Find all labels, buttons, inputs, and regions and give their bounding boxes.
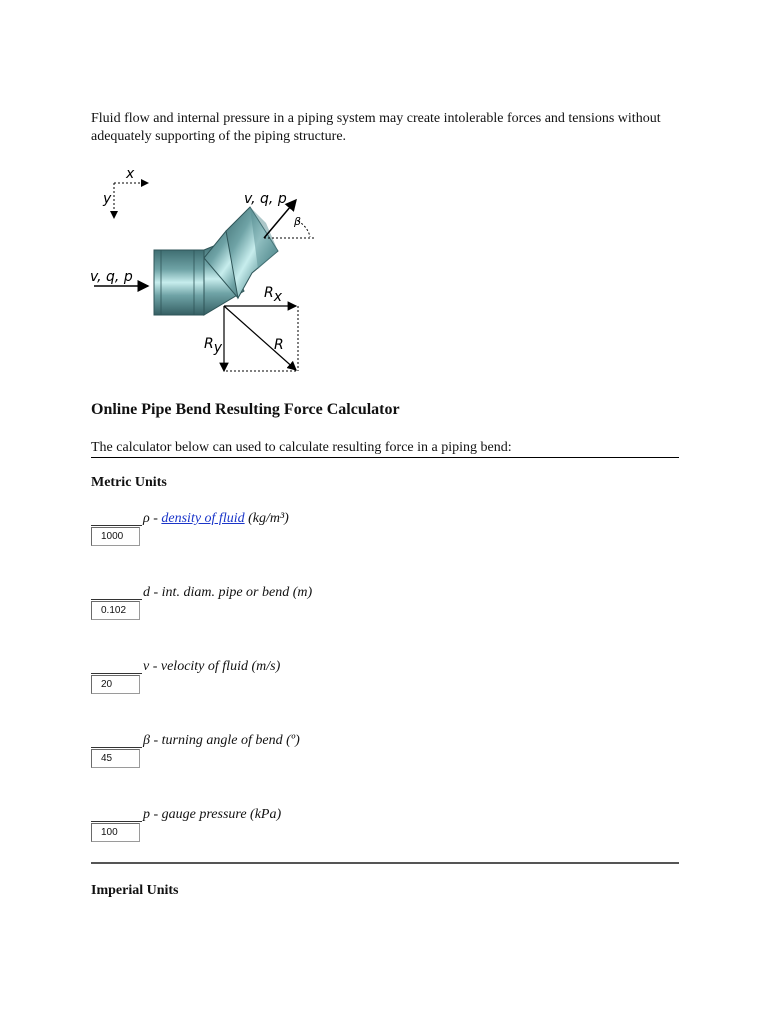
field-underline [91,673,142,674]
axis-y-label: y [103,191,112,207]
inflow-label: v, q, p [90,269,133,285]
angle-input[interactable] [91,749,140,768]
intro-paragraph: Fluid flow and internal pressure in a piping system may create intolerable forces and tensions without adequately supporting of the piping structure. [91,111,661,144]
diameter-field [91,585,691,618]
pressure-input[interactable] [91,823,140,842]
rx-label: Rx [264,285,283,305]
field-underline [91,821,142,822]
pipe-bend-graphic [154,207,278,315]
pipe-bend-diagram [86,163,326,378]
pressure-label: p - gauge pressure (kPa) [143,807,282,822]
ry-label: Ry [204,336,223,356]
beta-label: β [294,215,302,228]
axis-x-label: x [126,166,135,182]
field-underline [91,747,142,748]
velocity-input[interactable] [91,675,140,694]
axes-indicator [102,166,148,218]
pressure-field [91,807,691,840]
r-label: R [274,337,284,353]
diameter-input[interactable] [91,601,140,620]
imperial-units-heading: Imperial Units [91,883,179,898]
velocity-field [91,659,691,692]
velocity-label: v - velocity of fluid (m/s) [143,659,281,674]
calculator-description: The calculator below can used to calculate resulting force in a piping bend: [91,439,679,458]
field-underline [91,525,142,526]
section-divider [91,862,679,864]
angle-label: β - turning angle of bend (º) [143,733,300,748]
outflow-label: v, q, p [244,191,287,207]
field-underline [91,599,142,600]
density-field [91,511,691,544]
density-of-fluid-link[interactable]: density of fluid [161,511,245,526]
density-symbol: ρ - [143,511,162,526]
density-input[interactable] [91,527,140,546]
density-unit: (kg/m³) [244,511,289,526]
angle-field [91,733,691,766]
diameter-label: d - int. diam. pipe or bend (m) [143,585,313,600]
metric-units-heading: Metric Units [91,475,167,490]
density-label [143,511,289,527]
calculator-title: Online Pipe Bend Resulting Force Calculator [91,401,400,418]
